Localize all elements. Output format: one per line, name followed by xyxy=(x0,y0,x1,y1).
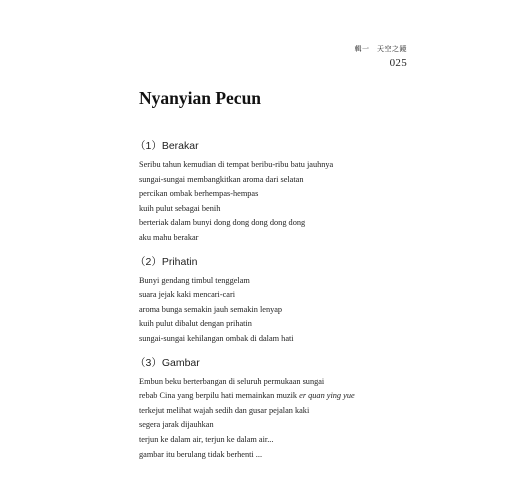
poem-line: Seribu tahun kemudian di tempat beribu-ribu batu jauhnya xyxy=(139,160,334,169)
running-header: 輯一 天空之鏡 xyxy=(354,45,407,53)
page-number: 025 xyxy=(389,57,407,69)
poem-line: terjun ke dalam air, terjun ke dalam air... xyxy=(139,434,274,444)
italic-music-title: er quan ying yue xyxy=(299,391,355,401)
poem-line: percikan ombak berhempas-hempas xyxy=(139,189,259,199)
poem-line: kuih pulut sebagai benih xyxy=(139,203,221,213)
poem-line: suara jejak kaki mencari-cari xyxy=(139,290,236,300)
poem-line: aku mahu berakar xyxy=(139,232,199,242)
poem-body xyxy=(135,138,439,462)
poem-line xyxy=(139,389,439,404)
section-berakar xyxy=(135,138,439,246)
poem-line: gambar itu berulang tidak berhenti ... xyxy=(139,449,263,459)
section-heading: （3）Gambar xyxy=(135,356,200,369)
poem-line: Bunyi gendang timbul tenggelam xyxy=(139,275,250,285)
poem-line: sungai-sungai kehilangan ombak di dalam hati xyxy=(139,333,294,343)
poem-line: Embun beku berterbangan di seluruh permukaan sungai xyxy=(139,376,325,386)
poem-line: kuih pulut dibalut dengan prihatin xyxy=(139,319,252,329)
poem-line: sungai-sungai membangkitkan aroma dari selatan xyxy=(139,174,304,184)
section-prihatin xyxy=(135,254,439,347)
poem-line: aroma bunga semakin jauh semakin lenyap xyxy=(139,304,283,314)
poem-line: terkejut melihat wajah sedih dan gusar pejalan kaki xyxy=(139,405,310,415)
poem-title: Nyanyian Pecun xyxy=(139,88,262,108)
section-heading: （2）Prihatin xyxy=(135,255,198,268)
section-gambar xyxy=(135,355,439,463)
poem-line: berteriak dalam bunyi dong dong dong dong dong xyxy=(139,218,306,228)
poem-line: segera jarak dijauhkan xyxy=(139,420,214,430)
poem-line-text: rebab Cina yang berpilu hati memainkan muzik xyxy=(139,391,300,401)
section-heading: （1）Berakar xyxy=(135,140,199,152)
